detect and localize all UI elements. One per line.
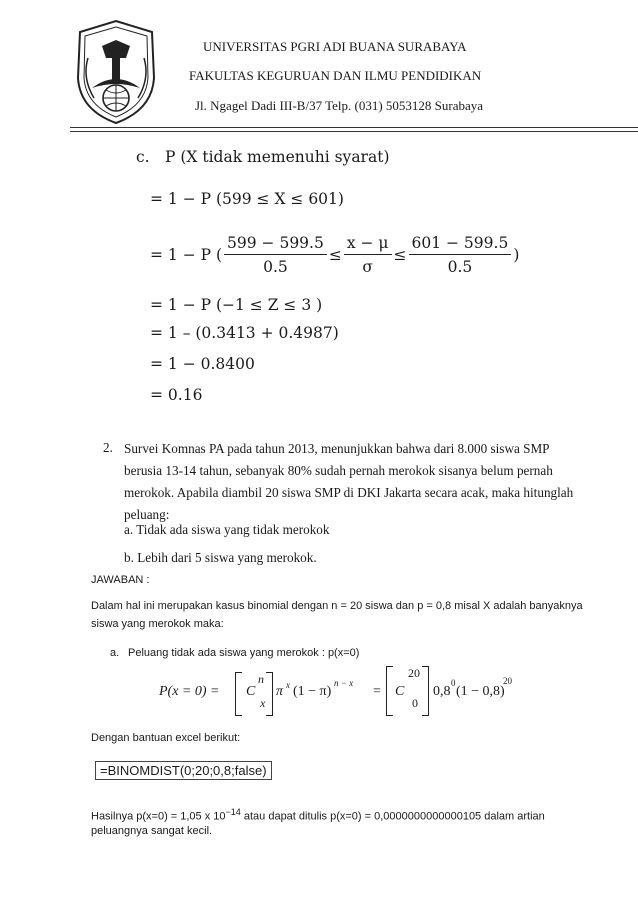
bracket-right-2 [422, 666, 429, 716]
answer-a-text: Peluang tidak ada siswa yang merokok : p(x=0) [128, 647, 360, 659]
fraction-upper-denominator: 0.5 [447, 258, 473, 276]
formula-zero: 0 [412, 696, 418, 710]
equation-line-1: = 1 − P (599 ≤ X ≤ 601) [150, 190, 344, 208]
answer-heading: JAWABAN : [91, 574, 150, 586]
university-logo [72, 18, 160, 126]
leq-symbol-2: ≤ [393, 246, 407, 264]
formula-sup-20: 20 [503, 676, 512, 686]
answer-intro-line-2: siswa yang merokok maka: [91, 618, 224, 630]
binomial-formula [150, 662, 512, 722]
bracket-right-1 [266, 672, 273, 716]
formula-c: C [246, 684, 256, 699]
equation-line-4: = 1 – (0.3413 + 0.4987) [150, 324, 339, 342]
university-name: UNIVERSITAS PGRI ADI BUANA SURABAYA [203, 39, 467, 54]
equation-line-3: = 1 − P (−1 ≤ Z ≤ 3 ) [150, 296, 323, 314]
problem-number: 2. [103, 440, 113, 455]
fraction-lower-numerator: 599 − 599.5 [224, 234, 327, 255]
header-rule-bottom [70, 131, 638, 132]
excel-formula: =BINOMDIST(0;20;0,8;false) [95, 761, 272, 780]
equation-line-6: = 0.16 [150, 386, 203, 404]
result-exponent: −14 [225, 807, 241, 817]
formula-sup-x: x [286, 680, 290, 690]
formula-c2: C [395, 684, 405, 699]
formula-lhs: P(x = 0) = [159, 684, 220, 699]
formula-eq2: = [373, 684, 381, 699]
formula-twenty: 20 [408, 666, 420, 680]
part-c-title: P (X tidak memenuhi syarat) [165, 148, 390, 166]
formula-x: x [260, 696, 266, 710]
formula-pi: π [276, 684, 284, 699]
excel-intro: Dengan bantuan excel berikut: [91, 732, 241, 744]
problem-item-a: a. Tidak ada siswa yang tidak merokok [124, 522, 330, 537]
result-line-2: peluangnya sangat kecil. [91, 825, 213, 837]
fraction-upper-numerator: 601 − 599.5 [409, 234, 512, 255]
excel-formula-box [95, 762, 272, 780]
formula-sup-0: 0 [451, 678, 456, 688]
fraction-standardize-denominator: σ [362, 258, 373, 276]
eq2-prefix: = 1 − P ( [150, 246, 223, 264]
problem-text: Survei Komnas PA pada tahun 2013, menunjukkan bahwa dari 8.000 siswa SMP berusia 13-14 tahun, sebanyak 80% sudah pernah merokok sisanya belum pernah merokok. Apabila diambil 20 siswa SMP di DKI Jakarta secara acak, maka hitunglah peluang: [124, 441, 574, 522]
equation-line-2 [150, 234, 519, 276]
fraction-lower [224, 234, 327, 276]
bracket-left-2 [386, 666, 393, 716]
result-part-1: Hasilnya p(x=0) = 1,05 x 10 [91, 810, 226, 823]
bracket-left-1 [235, 672, 242, 716]
formula-paren2: (1 − 0,8) [456, 684, 505, 699]
part-c-label: c. [136, 148, 150, 166]
university-seal-icon [72, 18, 160, 126]
eq2-suffix: ) [513, 246, 520, 264]
fraction-standardize [344, 234, 392, 276]
answer-a-label: a. [110, 647, 120, 659]
faculty-name: FAKULTAS KEGURUAN DAN ILMU PENDIDIKAN [189, 68, 482, 83]
header-rule-top [70, 127, 638, 128]
formula-paren: (1 − π) [293, 684, 332, 699]
formula-rest: 0,8 [433, 684, 451, 699]
problem-item-b: b. Lebih dari 5 siswa yang merokok. [124, 550, 317, 565]
fraction-lower-denominator: 0.5 [263, 258, 288, 276]
leq-symbol-1: ≤ [328, 246, 342, 264]
fraction-standardize-numerator: x − μ [344, 234, 392, 255]
result-part-2: atau dapat ditulis p(x=0) = 0,0000000000000105 dalam artian [240, 810, 545, 823]
formula-n: n [258, 672, 264, 686]
answer-intro-line-1: Dalam hal ini merupakan kasus binomial dengan n = 20 siswa dan p = 0,8 misal X adalah banyaknya [91, 600, 583, 612]
formula-sup-nx: n − x [334, 678, 354, 688]
equation-line-5: = 1 − 0.8400 [150, 355, 255, 373]
fraction-upper [409, 234, 512, 276]
address-line: Jl. Ngagel Dadi III-B/37 Telp. (031) 5053128 Surabaya [195, 98, 484, 113]
